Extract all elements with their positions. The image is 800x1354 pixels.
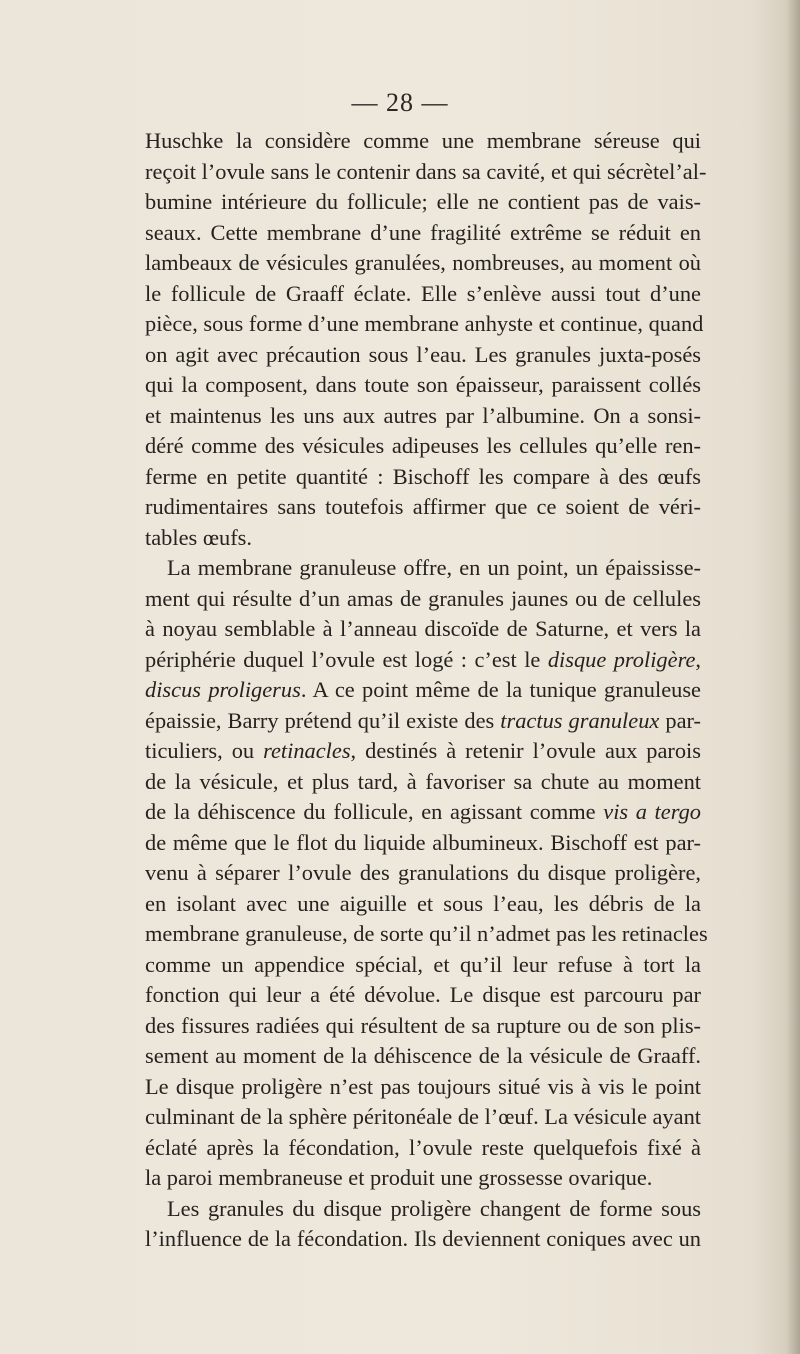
italic-term: disque proligère [547, 646, 696, 672]
text-line: membrane granuleuse, de sorte qu’il n’admet pas les retinacles [145, 921, 708, 946]
text-line: ment qui résulte d’un amas de granules jaunes ou de cellules [145, 585, 701, 611]
italic-term: discus proligerus [145, 677, 301, 702]
text-line: Les granules du disque proligère changent de forme sous [167, 1195, 701, 1221]
text-line: comme un appendice spécial, et qu’il leur refuse à tort la [145, 951, 701, 977]
text-line: tables œufs. [145, 524, 252, 550]
text-segment: périphérie duquel l’ovule est logé : c’est le [145, 646, 548, 672]
text-segment: , destinés à retenir l’ovule aux parois [350, 738, 701, 763]
text-line: Huschke la considère comme une membrane séreuse qui [145, 128, 701, 153]
text-line: seaux. Cette membrane d’une fragilité extrême se réduit en [145, 219, 701, 245]
text-line: lambeaux de vésicules granulées, nombreuses, au moment où [145, 250, 701, 275]
text-segment: . A ce point même de la tunique granuleuse [300, 677, 701, 702]
text-line: rudimentaires sans toutefois affirmer que ce soient de véri- [145, 494, 701, 519]
text-line [145, 645, 701, 676]
body-text [145, 126, 708, 1255]
text-line: fonction qui leur a été dévolue. Le disque est parcouru par [145, 982, 701, 1007]
page-number: — 28 — [351, 88, 449, 117]
text-line: en isolant avec une aiguille et sous l’eau, les débris de la [145, 890, 701, 916]
text-line: de même que le flot du liquide albumineux. Bischoff est par- [145, 829, 701, 855]
text-line: on agit avec précaution sous l’eau. Les granules juxta-posés [145, 341, 701, 367]
text-line: déré comme des vésicules adipeuses les cellules qu’elle ren- [145, 433, 701, 458]
text-line: Le disque proligère n’est pas toujours situé vis à vis le point [145, 1073, 701, 1099]
text-line: venu à séparer l’ovule des granulations du disque proligère, [145, 860, 701, 885]
text-line: à noyau semblable à l’anneau discoïde de Saturne, et vers la [145, 616, 701, 641]
text-line: sement au moment de la déhiscence de la vésicule de Graaff. [145, 1043, 701, 1068]
text-line: le follicule de Graaff éclate. Elle s’enlève aussi tout d’une [145, 280, 701, 306]
text-line: reçoit l’ovule sans le contenir dans sa cavité, et qui sécrètel’al- [145, 158, 707, 184]
text-segment: par- [659, 707, 701, 733]
text-line: qui la composent, dans toute son épaisseur, paraissent collés [145, 372, 701, 397]
italic-term: retinacles [263, 738, 351, 763]
text-line: et maintenus les uns aux autres par l’albumine. On a sonsi- [145, 402, 701, 428]
text-segment: épaissie, Barry prétend qu’il existe des [145, 707, 501, 733]
text-segment: ticuliers, ou [145, 738, 264, 763]
text-line: bumine intérieure du follicule; elle ne contient pas de vais- [145, 189, 701, 214]
text-line: des fissures radiées qui résultent de sa rupture ou de son plis- [145, 1012, 701, 1038]
text-line: éclaté après la fécondation, l’ovule reste quelquefois fixé à [145, 1134, 701, 1160]
italic-term: vis a tergo [603, 799, 701, 824]
text-line: La membrane granuleuse offre, en un point, un épaississe- [167, 555, 701, 580]
text-line: de la vésicule, et plus tard, à favoriser sa chute au moment [145, 768, 701, 794]
text-line: l’influence de la fécondation. Ils deviennent coniques avec un [145, 1226, 701, 1251]
italic-term: tractus granuleux [500, 707, 660, 733]
text-line: pièce, sous forme d’une membrane anhyste et continue, quand [145, 311, 704, 336]
text-segment: de la déhiscence du follicule, en agissant comme [145, 799, 604, 824]
text-line [145, 736, 701, 767]
text-line: la paroi membraneuse et produit une grossesse ovarique. [145, 1165, 653, 1190]
text-line: culminant de la sphère péritonéale de l’œuf. La vésicule ayant [145, 1104, 701, 1129]
text-line [145, 797, 701, 828]
text-line [145, 675, 701, 706]
text-line: ferme en petite quantité : Bischoff les compare à des œufs [145, 463, 701, 489]
text-line [145, 706, 701, 737]
page-edge-shadow [786, 0, 800, 1354]
text-segment: , [695, 646, 702, 672]
